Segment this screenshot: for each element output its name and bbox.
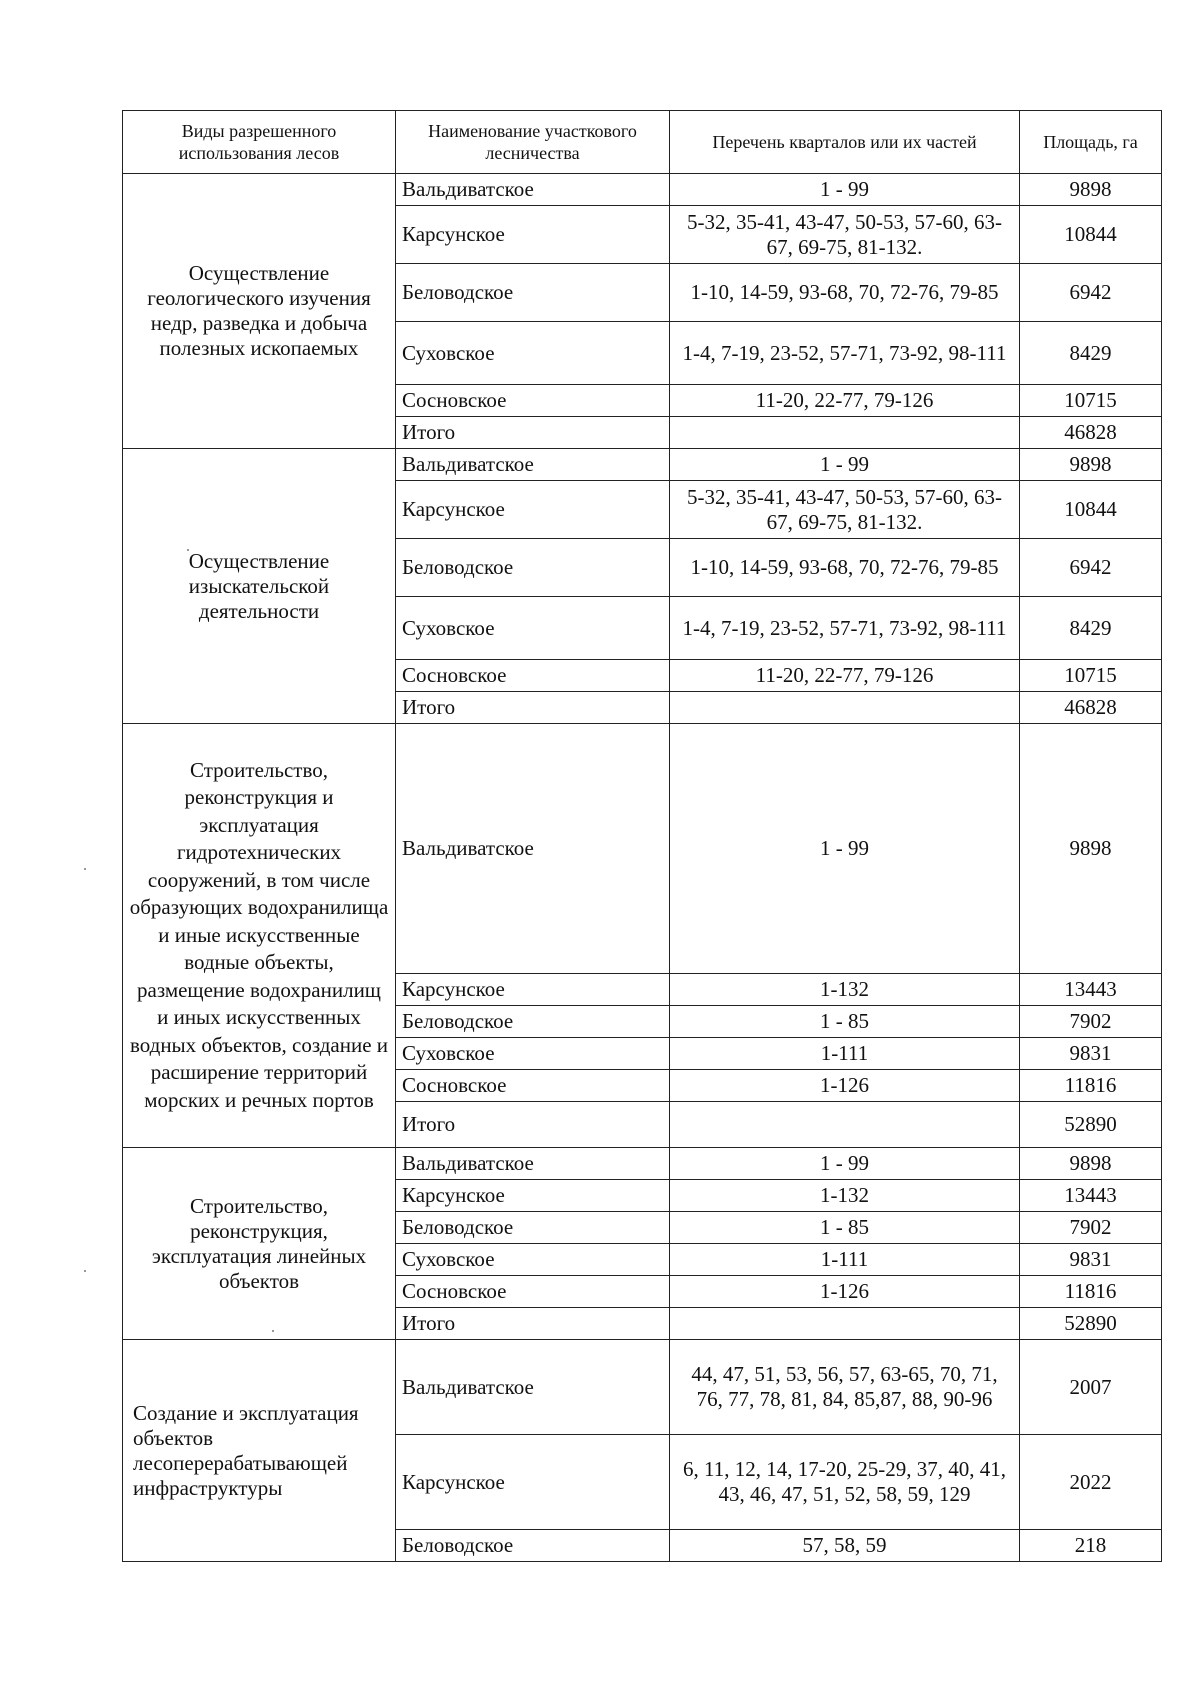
scan-speck (84, 1270, 86, 1272)
forestry-name-cell: Суховское (396, 597, 670, 660)
forestry-name-cell: Суховское (396, 1038, 670, 1070)
use-kind-cell: Строительство, реконструкция, эксплуатация линейных объектов (123, 1148, 396, 1340)
forestry-name-cell: Вальдиватское (396, 174, 670, 206)
total-label-cell: Итого (396, 417, 670, 449)
quarters-cell: 1-111 (670, 1244, 1020, 1276)
quarters-cell: 5-32, 35-41, 43-47, 50-53, 57-60, 63-67, 69-75, 81-132. (670, 206, 1020, 264)
quarters-cell: 1-10, 14-59, 93-68, 70, 72-76, 79-85 (670, 264, 1020, 322)
area-cell: 2022 (1020, 1435, 1162, 1530)
area-cell: 9898 (1020, 174, 1162, 206)
area-cell: 11816 (1020, 1276, 1162, 1308)
area-cell: 9898 (1020, 449, 1162, 481)
area-cell: 6942 (1020, 264, 1162, 322)
area-cell: 6942 (1020, 539, 1162, 597)
forestry-name-cell: Беловодское (396, 264, 670, 322)
area-cell: 7902 (1020, 1006, 1162, 1038)
quarters-cell: 1-126 (670, 1070, 1020, 1102)
use-kind-cell: Осуществление изыскательской деятельности (123, 449, 396, 724)
quarters-cell: 5-32, 35-41, 43-47, 50-53, 57-60, 63-67, 69-75, 81-132. (670, 481, 1020, 539)
table-header-row (123, 111, 1162, 174)
use-kind-cell: Осуществление геологического изучения недр, разведка и добыча полезных ископаемых (123, 174, 396, 449)
area-cell: 9898 (1020, 724, 1162, 974)
quarters-cell: 44, 47, 51, 53, 56, 57, 63-65, 70, 71, 76, 77, 78, 81, 84, 85,87, 88, 90-96 (670, 1340, 1020, 1435)
quarters-cell: 1 - 85 (670, 1006, 1020, 1038)
total-label-cell: Итого (396, 1102, 670, 1148)
total-area-cell: 46828 (1020, 417, 1162, 449)
table-row (123, 1340, 1162, 1435)
quarters-cell: 6, 11, 12, 14, 17-20, 25-29, 37, 40, 41, 43, 46, 47, 51, 52, 58, 59, 129 (670, 1435, 1020, 1530)
forestry-name-cell: Вальдиватское (396, 1148, 670, 1180)
quarters-cell: 1 - 99 (670, 449, 1020, 481)
forestry-name-cell: Беловодское (396, 1212, 670, 1244)
quarters-cell: 1-126 (670, 1276, 1020, 1308)
forestry-name-cell: Карсунское (396, 1435, 670, 1530)
quarters-cell: 11-20, 22-77, 79-126 (670, 385, 1020, 417)
area-cell: 13443 (1020, 1180, 1162, 1212)
forestry-name-cell: Беловодское (396, 1006, 670, 1038)
area-cell: 10715 (1020, 385, 1162, 417)
area-cell: 10715 (1020, 660, 1162, 692)
total-area-cell: 52890 (1020, 1308, 1162, 1340)
forestry-name-cell: Суховское (396, 322, 670, 385)
total-label-cell: Итого (396, 1308, 670, 1340)
area-cell: 8429 (1020, 322, 1162, 385)
forest-use-table (122, 110, 1162, 1562)
forestry-name-cell: Вальдиватское (396, 724, 670, 974)
area-cell: 9831 (1020, 1038, 1162, 1070)
quarters-cell: 57, 58, 59 (670, 1530, 1020, 1562)
forestry-name-cell: Карсунское (396, 1180, 670, 1212)
quarters-cell: 1-132 (670, 974, 1020, 1006)
forestry-name-cell: Карсунское (396, 206, 670, 264)
header-quarters: Перечень кварталов или их частей (670, 111, 1020, 174)
header-use-kind: Виды разрешенного использования лесов (123, 111, 396, 174)
area-cell: 13443 (1020, 974, 1162, 1006)
quarters-cell: 1 - 85 (670, 1212, 1020, 1244)
forestry-name-cell: Сосновское (396, 660, 670, 692)
table-row (123, 174, 1162, 206)
quarters-cell (670, 1308, 1020, 1340)
quarters-cell: 1-4, 7-19, 23-52, 57-71, 73-92, 98-111 (670, 322, 1020, 385)
quarters-cell: 11-20, 22-77, 79-126 (670, 660, 1020, 692)
forestry-name-cell: Сосновское (396, 1276, 670, 1308)
area-cell: 2007 (1020, 1340, 1162, 1435)
quarters-cell: 1-10, 14-59, 93-68, 70, 72-76, 79-85 (670, 539, 1020, 597)
use-kind-cell: Строительство, реконструкция и эксплуатация гидротехнических сооружений, в том числе образующих водохранилища и иные искусственные водные объекты, размещение водохранилищ и иных искусственных водных объектов, создание и расширение территорий морских и речных портов (123, 724, 396, 1148)
quarters-cell: 1-111 (670, 1038, 1020, 1070)
quarters-cell (670, 692, 1020, 724)
quarters-cell: 1 - 99 (670, 724, 1020, 974)
total-label-cell: Итого (396, 692, 670, 724)
table-row (123, 724, 1162, 974)
quarters-cell: 1 - 99 (670, 1148, 1020, 1180)
scan-speck (272, 1330, 274, 1332)
forestry-name-cell: Вальдиватское (396, 1340, 670, 1435)
quarters-cell: 1 - 99 (670, 174, 1020, 206)
header-area: Площадь, га (1020, 111, 1162, 174)
area-cell: 11816 (1020, 1070, 1162, 1102)
header-forestry-name: Наименование участкового лесничества (396, 111, 670, 174)
quarters-cell: 1-4, 7-19, 23-52, 57-71, 73-92, 98-111 (670, 597, 1020, 660)
forestry-name-cell: Вальдиватское (396, 449, 670, 481)
total-area-cell: 46828 (1020, 692, 1162, 724)
forestry-name-cell: Карсунское (396, 974, 670, 1006)
table-row (123, 449, 1162, 481)
area-cell: 218 (1020, 1530, 1162, 1562)
forestry-name-cell: Карсунское (396, 481, 670, 539)
forestry-name-cell: Сосновское (396, 385, 670, 417)
quarters-cell (670, 417, 1020, 449)
area-cell: 9898 (1020, 1148, 1162, 1180)
forestry-name-cell: Беловодское (396, 1530, 670, 1562)
scan-speck (84, 868, 86, 870)
forestry-name-cell: Суховское (396, 1244, 670, 1276)
scan-speck (187, 549, 189, 551)
forestry-name-cell: Беловодское (396, 539, 670, 597)
use-kind-cell: Создание и эксплуатация объектов лесоперерабатывающей инфраструктуры (123, 1340, 396, 1562)
quarters-cell: 1-132 (670, 1180, 1020, 1212)
area-cell: 10844 (1020, 206, 1162, 264)
total-area-cell: 52890 (1020, 1102, 1162, 1148)
area-cell: 10844 (1020, 481, 1162, 539)
area-cell: 9831 (1020, 1244, 1162, 1276)
area-cell: 7902 (1020, 1212, 1162, 1244)
forestry-name-cell: Сосновское (396, 1070, 670, 1102)
table-row (123, 1148, 1162, 1180)
area-cell: 8429 (1020, 597, 1162, 660)
quarters-cell (670, 1102, 1020, 1148)
